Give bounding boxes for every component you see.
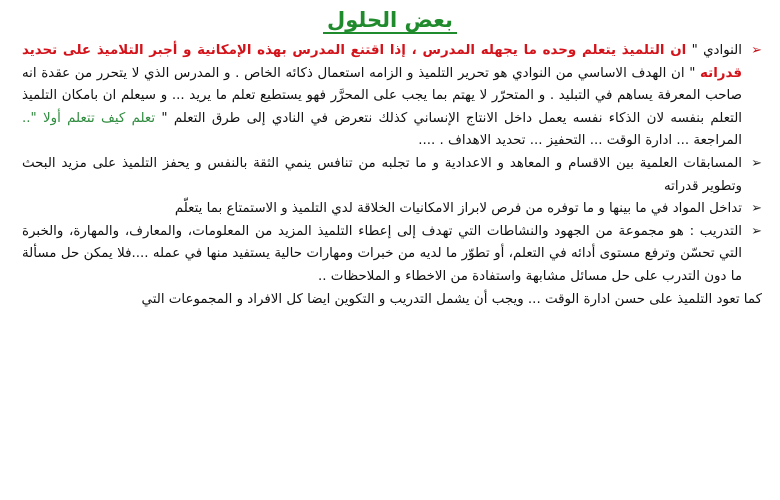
- title-text: بعض الحلول: [323, 8, 457, 34]
- clubs-body: " ان الهدف الاساسي من النوادي هو تحرير التلميذ و الزامه استعمال ذكائه الخاص . و المدرس الذي لا يتحرر من عقدة انه صاحب المعرفة يساهم في التبليد . و المتحرّر لا يهتم بما يجب على المحرَّر فهو يستطيع تعلم ما يريد ... و سيعلم ان بامكان التلميذ التعلم بنفسه لان الذكاء نفسه يعمل داخل الانتاج الإنساني كذلك نتعرض في النادي إلى طرق التعلم ": [22, 65, 743, 126]
- solutions-list: [22, 40, 762, 311]
- document-title: [0, 6, 780, 34]
- closing-text: كما تعود التلميذ على حسن ادارة الوقت ... ويجب أن يشمل التدريب و التكوين ايضا كل الافراد و المجموعات التي: [141, 291, 762, 307]
- subjects-text: تداخل المواد في ما بينها و ما توفره من فرص لابراز الامكانيات الخلاقة لدي التلميذ و الاستمتاع بما يتعلّم: [174, 201, 742, 217]
- clubs-intro: النوادي ": [686, 43, 742, 58]
- clubs-tail: المراجعة ... ادارة الوقت ... التحفيز ... تحديد الاهداف . ....: [418, 133, 742, 149]
- training-text: التدريب : هو مجموعة من الجهود والنشاطات التي تهدف إلى إعطاء التلميذ المزيد من المعلومات، والمعارف، والمهارة، والخبرة التي تحسّن وترفع مستوى أدائه في التعلم، أو تطوّر ما لديه من خبرات ومهارات حالية يستفيد منها في عمله ....فلا يمكن حل مسألة ما دون التدرب على حل مسائل مشابهة واستفادة من الاخطاء و الملاحظات ..: [22, 223, 742, 284]
- list-item-competitions: [22, 153, 762, 198]
- list-item-clubs: [22, 40, 762, 153]
- competitions-text: المسابقات العلمية بين الاقسام و المعاهد و الاعدادية و ما تجلبه من تنافس ينمي الثقة بالنفس و يحفز التلميذ على مزيد البحث وتطوير قدراته: [22, 155, 742, 194]
- arrow-bullet-icon: ➢: [751, 201, 762, 217]
- arrow-bullet-icon: ➢: [751, 43, 762, 58]
- closing-paragraph: [22, 289, 762, 312]
- list-item-training: [22, 221, 762, 289]
- clubs-headline: ان التلميذ يتعلم وحده ما يجهله المدرس ، إذا اقتنع المدرس بهذه الإمكانية و أجبر التلاميذ على تحديد قدراته: [22, 43, 742, 81]
- arrow-bullet-icon: ➢: [751, 155, 762, 171]
- list-item-subjects: [22, 198, 762, 221]
- arrow-bullet-icon: ➢: [751, 223, 762, 239]
- clubs-green-phrase: تعلم كيف تتعلم أولا "..: [22, 110, 156, 126]
